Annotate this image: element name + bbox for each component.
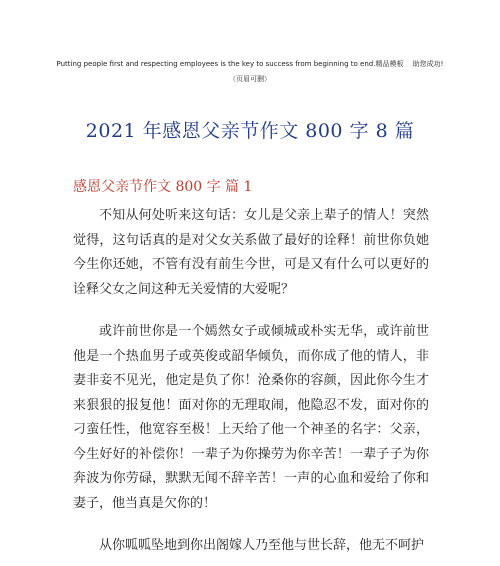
paragraph-1: 不知从何处听来这句话：女儿是父亲上辈子的情人！突然觉得，这句话真的是对父女关系做了最好的诠释！前世你负她今生你还她，不管有没有前生今世，可是又有什么可以更好的诠释父女之间这种无关爱情的大爱呢？ <box>73 208 429 297</box>
header-tagline: Putting people first and respecting employees is the key to success from beginning to end.精品模板 助您成功! <box>56 60 444 68</box>
header-subnote: （页眉可删） <box>229 75 271 83</box>
paragraph-2: 或许前世你是一个嫣然女子或倾城或朴实无华，或许前世他是一个热血男子或英俊或韶华倾负，而你成了他的情人，非妻非妾不见光，他定是负了你！沧桑你的容颜，因此你今生才来狠狠的报复他！面对你的无理取闹，他隐忍不发，面对你的刁蛮任性，他宽容至极！上天给了他一个神圣的名字：父亲，今生好好的补偿你！一辈子为你操劳为你辛苦！一辈子子为你奔波为你劳碌，默默无闻不辞辛苦！一声的心血和爱给了你和妻子，他当真是欠你的！ <box>73 324 429 511</box>
section-title: 感恩父亲节作文 800 字 篇 1 <box>73 179 253 195</box>
document-title: 2021 年感恩父亲节作文 800 字 8 篇 <box>85 120 415 142</box>
paragraph-3: 从你呱呱坠地到你出阁嫁人乃至他与世长辞，他无不呵护 <box>99 538 425 553</box>
